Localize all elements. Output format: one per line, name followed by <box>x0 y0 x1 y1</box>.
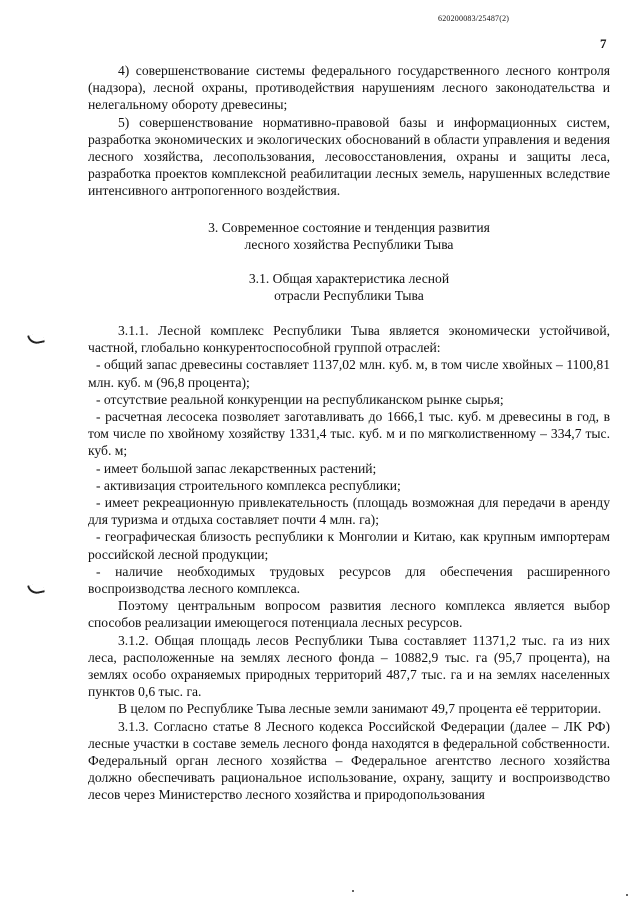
bullet-item: - общий запас древесины составляет 1137,02 млн. куб. м, в том числе хвойных – 1100,81 млн. куб. м (96,8 процента); <box>88 357 610 390</box>
main-body <box>88 322 610 804</box>
intro-item-4: 4) совершенствование системы федерального государственного лесного контроля (надзора), лесной охраны, противодействия нарушениям лесного законодательства и нелегальному обороту древесины; <box>88 63 610 113</box>
paragraph-3-1-3: 3.1.3. Согласно статье 8 Лесного кодекса Российской Федерации (далее – ЛК РФ) лесные участки в составе земель лесного фонда находятся в федеральной собственности. Федеральный орган лесного хозяйства – Федеральное агентство лесного хозяйства должно обеспечивать рациональное использование, охрану, защиту и воспроизводство лесов через Министерство лесного хозяйства и природопользования <box>88 718 610 803</box>
intro-list <box>88 62 610 200</box>
section-heading <box>88 219 610 254</box>
intro-item-5: 5) совершенствование нормативно-правовой базы и информационных систем, разработка экономических и экологических обоснований в области управления и ведения лесного хозяйства, лесопользования, лесовосстановления, охраны и защиты леса, разработка проектов комплексной реабилитации лесных земель, нарушенных вследствие интенсивного антропогенного воздействия. <box>88 114 610 199</box>
paragraph-3-1-2: 3.1.2. Общая площадь лесов Республики Тыва составляет 11371,2 тыс. га из них леса, расположенные на землях лесного фонда – 10882,9 тыс. га (95,7 процента), на землях особо охраняемых природных территорий 487,7 тыс. га и на землях населенных пунктов 0,6 тыс. га. <box>88 632 610 700</box>
scan-speck <box>352 890 354 892</box>
margin-check-mark <box>27 332 45 345</box>
bullet-item: - отсутствие реальной конкуренции на республиканском рынке сырья; <box>96 391 504 407</box>
page-number: 7 <box>600 36 607 51</box>
subsection-heading <box>88 270 610 305</box>
section-heading-line1: 3. Современное состояние и тенденция развития <box>208 220 490 235</box>
bullet-item: - наличие необходимых трудовых ресурсов для обеспечения расширенного воспроизводства лесного комплекса. <box>88 563 610 597</box>
paragraph-forest-share: В целом по Республике Тыва лесные земли занимают 49,7 процента её территории. <box>118 701 602 717</box>
paragraph-3-1-1: 3.1.1. Лесной комплекс Республики Тыва является экономически устойчивой, частной, глобально конкурентоспособной группой отраслей: <box>88 323 610 356</box>
bullet-item: - активизация строительного комплекса республики; <box>96 477 401 493</box>
margin-check-mark <box>27 582 45 595</box>
subsection-heading-line2: отрасли Республики Тыва <box>274 288 424 304</box>
scan-speck <box>626 894 628 896</box>
document-id: 620200083/25487(2) <box>438 14 510 23</box>
bullet-item: - имеет рекреационную привлекательность (площадь возможная для передачи в аренду для туризма и отдыха составляет почти 4 млн. га); <box>88 495 610 528</box>
section-heading-line2: лесного хозяйства Республики Тыва <box>244 237 454 253</box>
paragraph-central-question: Поэтому центральным вопросом развития лесного комплекса является выбор способов реализации имеющегося потенциала лесных ресурсов. <box>88 598 610 631</box>
bullet-item: - имеет большой запас лекарственных растений; <box>96 460 377 476</box>
subsection-heading-line1: 3.1. Общая характеристика лесной <box>248 271 450 286</box>
bullet-item: - расчетная лесосека позволяет заготавливать до 1666,1 тыс. куб. м древесины в год, в том числе по хвойному хозяйству 1331,4 тыс. куб. м и по мягколиственному – 334,7 тыс. куб. м; <box>88 409 610 459</box>
bullet-item: - географическая близость республики к Монголии и Китаю, как крупным импортерам российской лесной продукции; <box>88 529 610 562</box>
